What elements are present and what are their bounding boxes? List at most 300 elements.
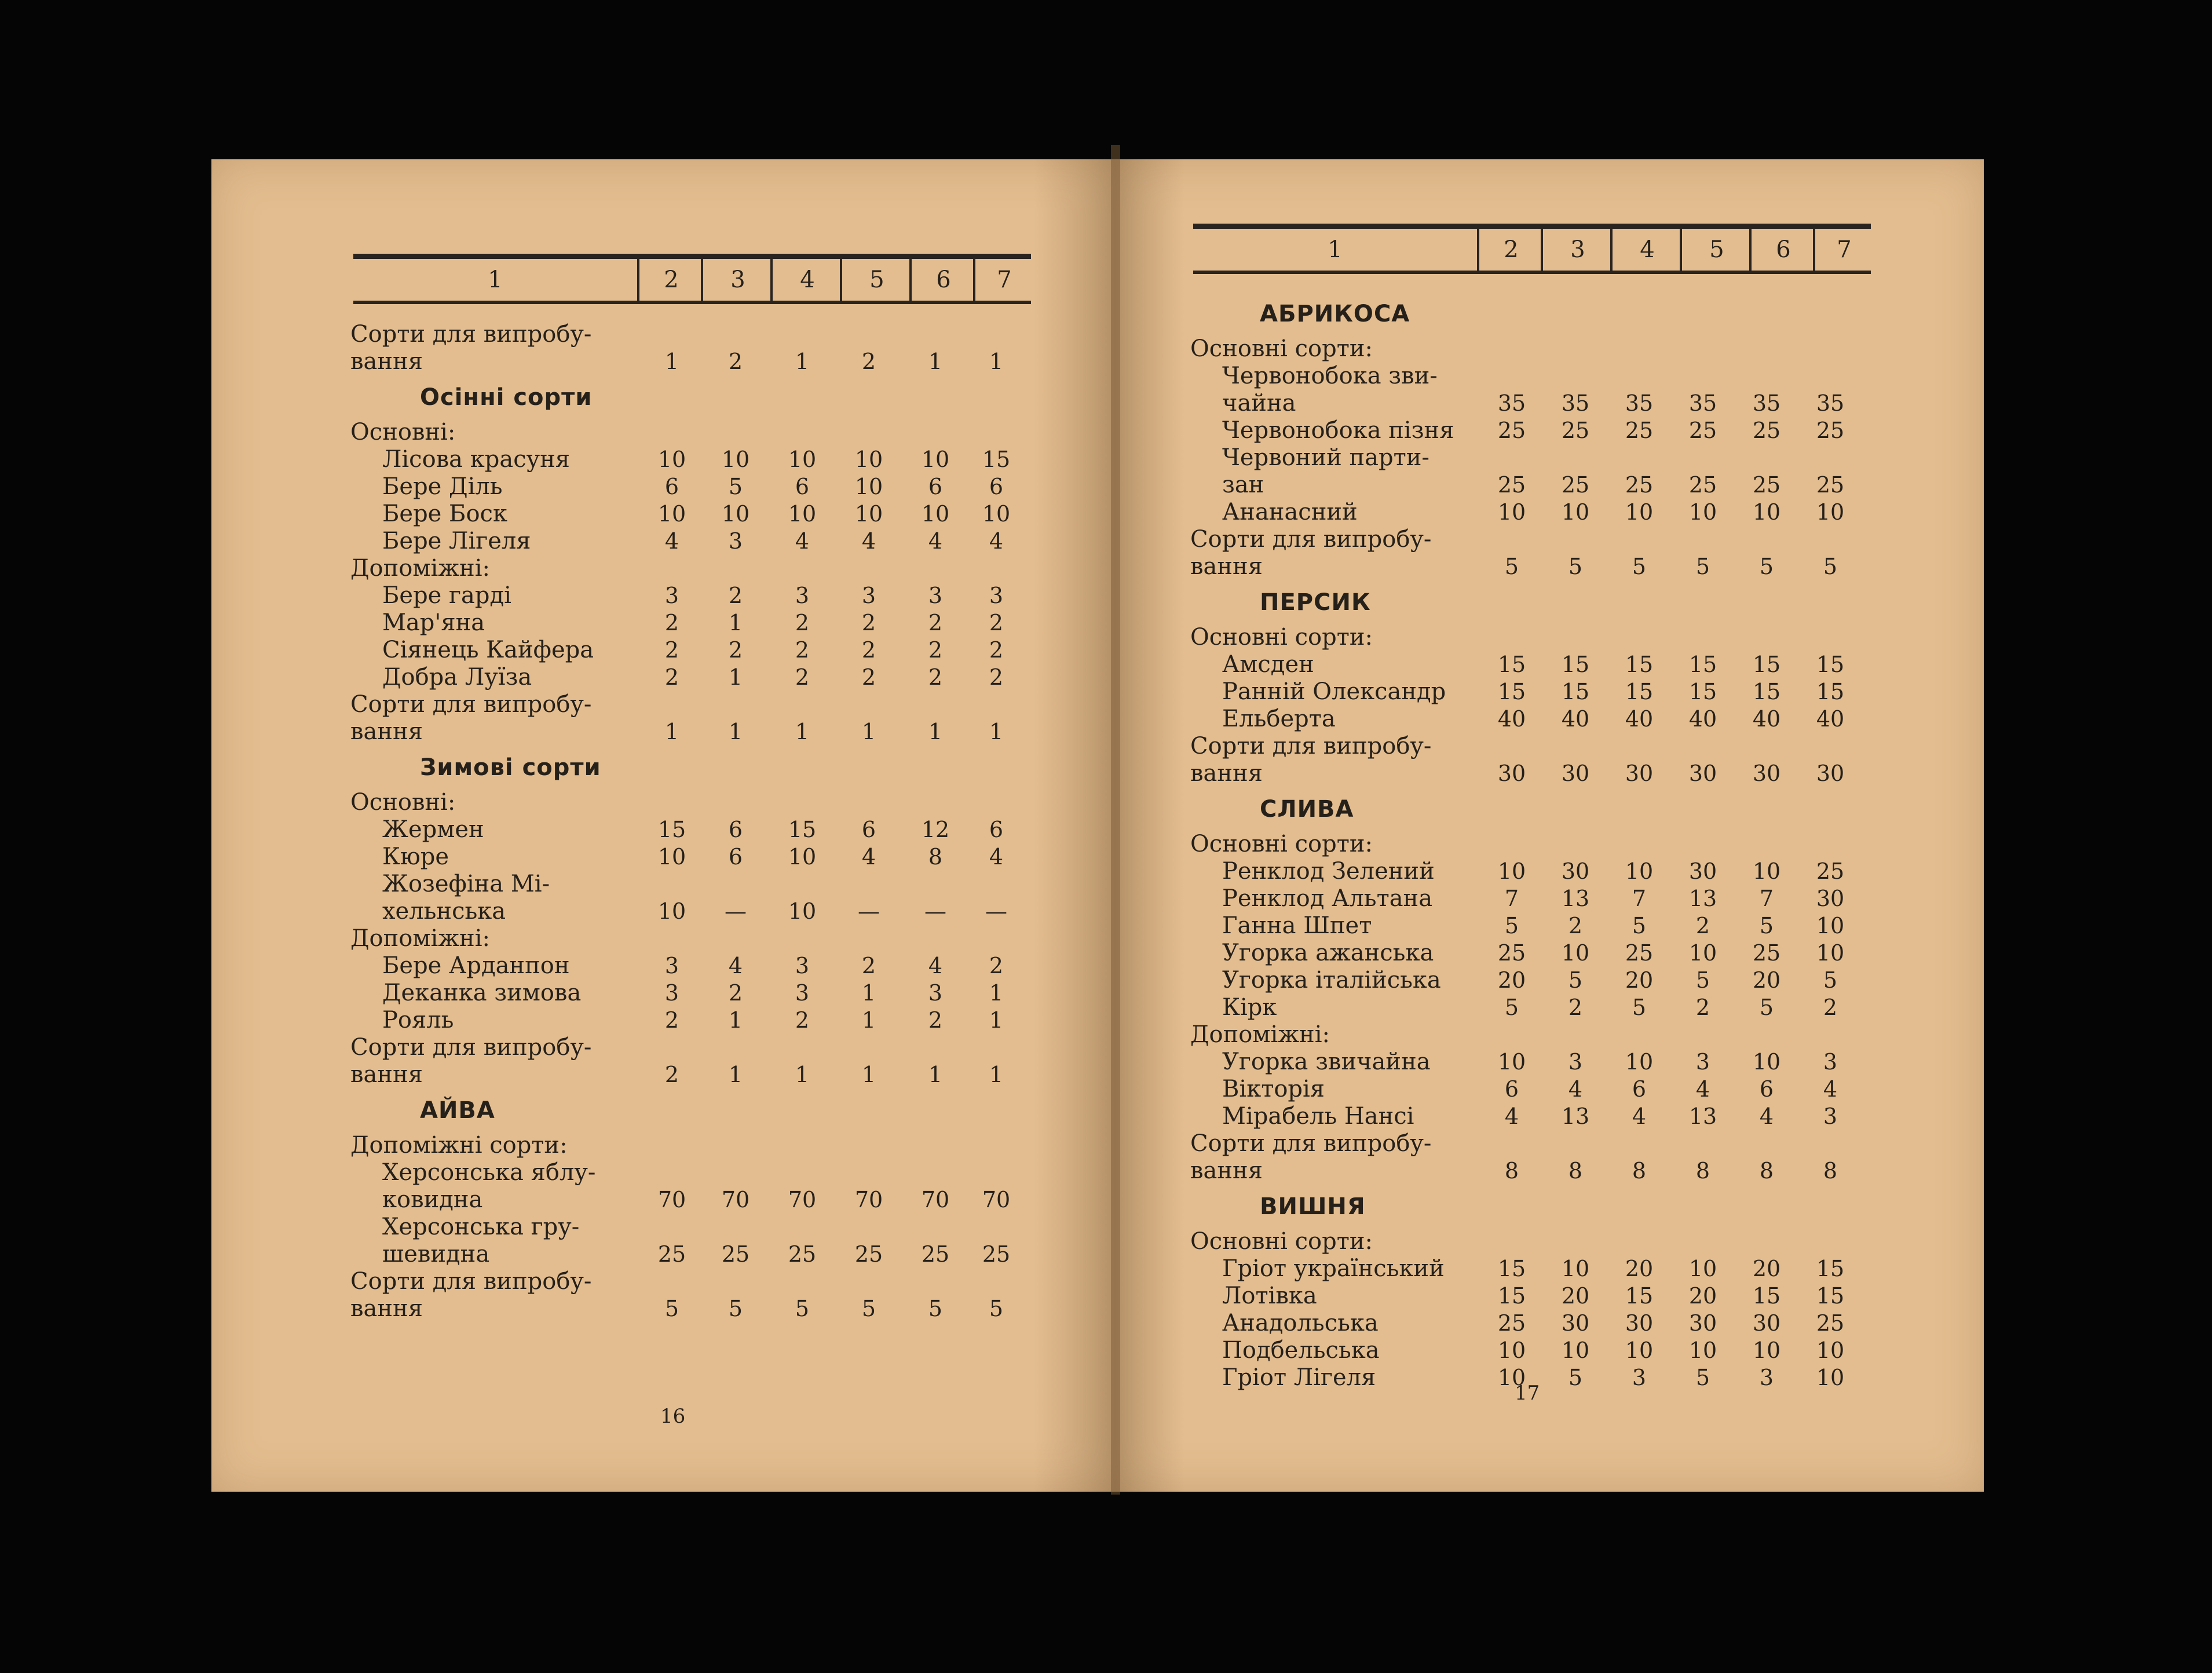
- right-column-header: 1: [1328, 236, 1343, 263]
- table-cell: 10: [788, 844, 817, 870]
- table-cell: 10: [1816, 499, 1845, 525]
- left-column-header: 7: [973, 259, 1033, 301]
- variety-name: Бере Арданпон: [382, 952, 570, 979]
- row-label: вання: [350, 1061, 423, 1088]
- table-cell: 6: [989, 474, 1004, 499]
- variety-name: Ганна Шпет: [1222, 912, 1372, 939]
- variety-name: Червоний парти-: [1222, 444, 1429, 471]
- table-cell: 5: [664, 1296, 679, 1321]
- table-cell: 3: [1759, 1365, 1774, 1390]
- table-cell: 40: [1625, 706, 1654, 732]
- table-cell: 25: [1688, 472, 1717, 498]
- table-cell: 20: [1688, 1283, 1717, 1309]
- table-cell: 15: [1625, 652, 1654, 677]
- variety-name: шевидна: [382, 1241, 490, 1267]
- table-cell: 4: [928, 953, 943, 978]
- variety-name: Угорка ажанська: [1222, 940, 1434, 966]
- left-column-header: 6: [909, 259, 975, 301]
- table-cell: 5: [1759, 995, 1774, 1020]
- right-column-header: 7: [1813, 229, 1873, 271]
- table-cell: 10: [1688, 940, 1717, 966]
- variety-name: Анадольська: [1222, 1310, 1379, 1336]
- table-cell: 15: [1497, 1256, 1526, 1281]
- table-cell: 3: [795, 953, 810, 978]
- table-cell: 2: [861, 953, 876, 978]
- table-cell: 15: [1688, 652, 1717, 677]
- table-cell: 6: [795, 474, 810, 499]
- table-cell: 1: [728, 610, 743, 635]
- table-cell: 25: [1497, 1310, 1526, 1336]
- variety-name: Мар'яна: [382, 609, 485, 636]
- table-cell: 15: [1752, 652, 1781, 677]
- table-cell: 10: [1816, 1338, 1845, 1363]
- variety-name: Гріот український: [1222, 1255, 1445, 1282]
- table-cell: 15: [1752, 679, 1781, 704]
- table-cell: 10: [1497, 859, 1526, 884]
- table-cell: 3: [1823, 1104, 1838, 1129]
- table-cell: 1: [664, 719, 679, 744]
- book-spine: [1111, 145, 1120, 1495]
- table-cell: 5: [1504, 913, 1519, 938]
- table-cell: 15: [1497, 679, 1526, 704]
- table-cell: 25: [1752, 940, 1781, 966]
- table-cell: 15: [1561, 652, 1590, 677]
- row-label: вання: [350, 718, 423, 745]
- table-cell: 70: [657, 1187, 686, 1212]
- row-label: Сорти для випробу-: [350, 1034, 592, 1061]
- table-cell: 5: [728, 474, 743, 499]
- variety-name: хельнська: [382, 898, 506, 925]
- table-cell: 10: [1497, 499, 1526, 525]
- table-cell: 4: [1695, 1076, 1710, 1102]
- table-cell: 10: [1625, 859, 1654, 884]
- table-cell: 2: [728, 637, 743, 663]
- section-heading: АБРИКОСА: [1260, 301, 1410, 327]
- right-column-header: 3: [1541, 229, 1613, 271]
- table-cell: 30: [1816, 886, 1845, 911]
- variety-name: Добра Луїза: [382, 664, 532, 691]
- table-cell: 1: [728, 719, 743, 744]
- table-cell: 10: [1688, 1256, 1717, 1281]
- table-cell: 3: [928, 980, 943, 1006]
- table-cell: 10: [721, 447, 750, 472]
- table-cell: 1: [989, 1062, 1004, 1087]
- table-cell: 15: [1625, 679, 1654, 704]
- table-cell: 10: [1752, 1338, 1781, 1363]
- table-cell: 25: [982, 1241, 1011, 1267]
- table-cell: 3: [1568, 1049, 1583, 1075]
- table-cell: 6: [1759, 1076, 1774, 1102]
- section-heading: ВИШНЯ: [1260, 1193, 1366, 1220]
- variety-name: Ельберта: [1222, 706, 1336, 732]
- variety-name: Кюре: [382, 843, 449, 870]
- variety-name: Кірк: [1222, 994, 1277, 1021]
- table-cell: 2: [795, 637, 810, 663]
- variety-name: Амсден: [1222, 651, 1314, 678]
- table-cell: 15: [1752, 1283, 1781, 1309]
- table-cell: 5: [1568, 554, 1583, 579]
- table-cell: 2: [928, 1007, 943, 1033]
- table-cell: 10: [721, 501, 750, 527]
- table-cell: 15: [1816, 1283, 1845, 1309]
- table-cell: 10: [854, 474, 883, 499]
- table-cell: 35: [1625, 390, 1654, 416]
- table-cell: 3: [795, 980, 810, 1006]
- variety-name: Бере Лігеля: [382, 528, 531, 554]
- table-cell: 10: [1561, 499, 1590, 525]
- table-cell: 13: [1561, 886, 1590, 911]
- table-cell: 5: [1568, 1365, 1583, 1390]
- table-cell: 15: [1497, 1283, 1526, 1309]
- left-column-header: 4: [770, 259, 842, 301]
- table-cell: 2: [861, 349, 876, 374]
- table-cell: 10: [1561, 1338, 1590, 1363]
- table-cell: 3: [664, 583, 679, 608]
- table-cell: 15: [1816, 679, 1845, 704]
- table-cell: 1: [989, 980, 1004, 1006]
- table-cell: 8: [1759, 1158, 1774, 1183]
- table-cell: 5: [1695, 1365, 1710, 1390]
- table-cell: 10: [1752, 499, 1781, 525]
- row-label: вання: [350, 1295, 423, 1322]
- table-cell: 1: [861, 980, 876, 1006]
- table-cell: 3: [989, 583, 1004, 608]
- table-cell: 15: [1625, 1283, 1654, 1309]
- table-cell: 35: [1497, 390, 1526, 416]
- table-cell: 15: [982, 447, 1011, 472]
- table-cell: 25: [657, 1241, 686, 1267]
- table-cell: 2: [928, 664, 943, 690]
- table-cell: 1: [861, 1062, 876, 1087]
- table-cell: 30: [1497, 761, 1526, 786]
- table-cell: 70: [921, 1187, 950, 1212]
- table-cell: 2: [1695, 913, 1710, 938]
- right-column-header: 6: [1749, 229, 1815, 271]
- table-cell: 70: [982, 1187, 1011, 1212]
- table-cell: 30: [1561, 859, 1590, 884]
- table-cell: 2: [861, 664, 876, 690]
- table-cell: 15: [1816, 652, 1845, 677]
- table-cell: 25: [1497, 418, 1526, 443]
- table-cell: 2: [664, 610, 679, 635]
- table-cell: 1: [795, 719, 810, 744]
- variety-name: Угорка італійська: [1222, 967, 1441, 993]
- variety-name: чайна: [1222, 390, 1296, 417]
- table-cell: 4: [795, 528, 810, 554]
- table-cell: 15: [1816, 1256, 1845, 1281]
- table-cell: 10: [657, 898, 686, 924]
- table-cell: 40: [1816, 706, 1845, 732]
- table-cell: 5: [728, 1296, 743, 1321]
- row-label: Допоміжні:: [1190, 1021, 1330, 1048]
- table-cell: 5: [1695, 967, 1710, 993]
- variety-name: Лісова красуня: [382, 446, 571, 473]
- table-cell: 25: [1497, 472, 1526, 498]
- left-column-header: 2: [637, 259, 703, 301]
- table-cell: 2: [861, 637, 876, 663]
- table-cell: 40: [1752, 706, 1781, 732]
- table-cell: 2: [989, 664, 1004, 690]
- table-cell: 4: [861, 528, 876, 554]
- table-cell: 5: [1759, 913, 1774, 938]
- table-cell: 5: [861, 1296, 876, 1321]
- table-cell: 70: [854, 1187, 883, 1212]
- table-cell: 25: [1816, 859, 1845, 884]
- table-cell: 5: [1632, 913, 1647, 938]
- table-cell: 2: [728, 349, 743, 374]
- page-number-right: 17: [1515, 1382, 1540, 1405]
- table-cell: 3: [664, 953, 679, 978]
- table-cell: 25: [854, 1241, 883, 1267]
- table-cell: 20: [1752, 967, 1781, 993]
- table-cell: 2: [728, 583, 743, 608]
- table-cell: 5: [1504, 995, 1519, 1020]
- table-cell: 6: [728, 817, 743, 842]
- table-cell: 15: [1688, 679, 1717, 704]
- table-cell: 6: [928, 474, 943, 499]
- table-cell: 5: [1759, 554, 1774, 579]
- table-cell: 15: [788, 817, 817, 842]
- table-cell: 8: [928, 844, 943, 870]
- row-label: вання: [350, 348, 423, 375]
- table-cell: 4: [989, 844, 1004, 870]
- table-cell: 25: [1561, 472, 1590, 498]
- table-cell: 5: [928, 1296, 943, 1321]
- row-label: Допоміжні сорти:: [350, 1132, 568, 1159]
- table-cell: 30: [1688, 1310, 1717, 1336]
- table-cell: 1: [795, 349, 810, 374]
- variety-name: Рояль: [382, 1007, 454, 1033]
- table-cell: 70: [721, 1187, 750, 1212]
- table-cell: 20: [1625, 967, 1654, 993]
- table-cell: 25: [1752, 472, 1781, 498]
- table-cell: 10: [788, 447, 817, 472]
- table-cell: 2: [989, 610, 1004, 635]
- row-label: вання: [1190, 553, 1263, 580]
- table-cell: 10: [1625, 1338, 1654, 1363]
- table-cell: 8: [1504, 1158, 1519, 1183]
- table-cell: 1: [728, 1062, 743, 1087]
- table-cell: 2: [989, 637, 1004, 663]
- table-cell: 4: [728, 953, 743, 978]
- table-cell: 4: [861, 844, 876, 870]
- row-label: Основні сорти:: [1190, 831, 1373, 857]
- table-cell: 13: [1688, 886, 1717, 911]
- table-cell: 25: [1561, 418, 1590, 443]
- table-cell: 20: [1625, 1256, 1654, 1281]
- section-heading: ПЕРСИК: [1260, 589, 1371, 616]
- table-cell: 10: [1688, 499, 1717, 525]
- table-cell: 10: [1625, 499, 1654, 525]
- variety-name: Угорка звичайна: [1222, 1049, 1431, 1075]
- table-cell: 30: [1752, 761, 1781, 786]
- left-column-header: 1: [488, 266, 503, 293]
- table-cell: 2: [664, 664, 679, 690]
- page-number-left: 16: [660, 1405, 686, 1428]
- table-cell: 10: [657, 501, 686, 527]
- variety-name: Херсонська яблу-: [382, 1159, 596, 1186]
- table-cell: 2: [1823, 995, 1838, 1020]
- section-heading: АЙВА: [420, 1097, 495, 1124]
- table-cell: 6: [664, 474, 679, 499]
- table-cell: 40: [1497, 706, 1526, 732]
- row-label: Сорти для випробу-: [350, 321, 592, 348]
- table-cell: 10: [788, 898, 817, 924]
- row-label: Основні:: [350, 789, 456, 816]
- table-cell: 2: [861, 610, 876, 635]
- row-label: Основні сорти:: [1190, 624, 1373, 651]
- table-cell: 25: [1625, 940, 1654, 966]
- variety-name: Ренклод Альтана: [1222, 885, 1433, 912]
- table-cell: 1: [728, 664, 743, 690]
- variety-name: Ананасний: [1222, 499, 1358, 525]
- table-cell: 10: [1752, 859, 1781, 884]
- table-cell: 20: [1561, 1283, 1590, 1309]
- table-cell: 15: [1561, 679, 1590, 704]
- table-cell: 1: [861, 1007, 876, 1033]
- table-cell: 8: [1695, 1158, 1710, 1183]
- row-label: Основні:: [350, 419, 456, 445]
- table-cell: 40: [1688, 706, 1717, 732]
- table-cell: 25: [788, 1241, 817, 1267]
- table-cell: 3: [728, 528, 743, 554]
- table-cell: 10: [1497, 1338, 1526, 1363]
- variety-name: Подбельська: [1222, 1337, 1380, 1364]
- variety-name: Лотівка: [1222, 1283, 1317, 1309]
- variety-name: Червонобока пізня: [1222, 417, 1454, 444]
- variety-name: Жермен: [382, 816, 484, 843]
- row-label: Допоміжні:: [350, 555, 490, 582]
- table-cell: 25: [1816, 418, 1845, 443]
- table-cell: 1: [989, 719, 1004, 744]
- table-cell: 6: [1504, 1076, 1519, 1102]
- table-cell: 10: [1816, 913, 1845, 938]
- table-cell: 10: [1752, 1049, 1781, 1075]
- table-cell: 10: [657, 844, 686, 870]
- table-cell: 2: [664, 1007, 679, 1033]
- table-cell: 1: [664, 349, 679, 374]
- table-cell: 10: [982, 501, 1011, 527]
- table-cell: 25: [1497, 940, 1526, 966]
- table-cell: 6: [989, 817, 1004, 842]
- table-cell: 30: [1688, 761, 1717, 786]
- table-cell: 20: [1497, 967, 1526, 993]
- table-cell: 4: [1632, 1104, 1647, 1129]
- row-label: Сорти для випробу-: [1190, 733, 1432, 759]
- section-heading: Зимові сорти: [420, 754, 601, 781]
- table-cell: 10: [1561, 940, 1590, 966]
- variety-name: Вікторія: [1222, 1076, 1325, 1102]
- variety-name: Деканка зимова: [382, 980, 582, 1006]
- table-cell: 10: [854, 501, 883, 527]
- table-cell: —: [725, 898, 747, 924]
- table-cell: 7: [1759, 886, 1774, 911]
- table-cell: 10: [1561, 1256, 1590, 1281]
- table-cell: 70: [788, 1187, 817, 1212]
- table-cell: 10: [921, 447, 950, 472]
- table-cell: 1: [989, 349, 1004, 374]
- table-cell: 5: [1823, 967, 1838, 993]
- table-cell: 25: [721, 1241, 750, 1267]
- table-cell: 5: [1632, 995, 1647, 1020]
- table-cell: 2: [795, 664, 810, 690]
- table-cell: —: [924, 898, 946, 924]
- table-cell: 30: [1561, 761, 1590, 786]
- table-cell: 20: [1752, 1256, 1781, 1281]
- table-cell: 10: [1625, 1049, 1654, 1075]
- table-cell: 13: [1688, 1104, 1717, 1129]
- row-label: вання: [1190, 1157, 1263, 1184]
- table-cell: 10: [1497, 1049, 1526, 1075]
- row-label: Сорти для випробу-: [350, 1268, 592, 1295]
- table-cell: 10: [854, 447, 883, 472]
- table-cell: 30: [1561, 1310, 1590, 1336]
- table-cell: 5: [795, 1296, 810, 1321]
- table-cell: 4: [1823, 1076, 1838, 1102]
- table-cell: 6: [861, 817, 876, 842]
- table-cell: 10: [1816, 940, 1845, 966]
- section-heading: СЛИВА: [1260, 796, 1354, 823]
- table-cell: 10: [1688, 1338, 1717, 1363]
- table-cell: 1: [928, 349, 943, 374]
- table-cell: 35: [1561, 390, 1590, 416]
- table-cell: 30: [1752, 1310, 1781, 1336]
- variety-name: Бере гарді: [382, 582, 511, 609]
- table-cell: 25: [1688, 418, 1717, 443]
- variety-name: Червонобока зви-: [1222, 363, 1438, 389]
- left-column-header: 5: [840, 259, 912, 301]
- row-label: Основні сорти:: [1190, 335, 1373, 362]
- table-cell: 2: [1568, 995, 1583, 1020]
- table-cell: 10: [1497, 1365, 1526, 1390]
- right-column-header: 2: [1477, 229, 1543, 271]
- table-cell: 3: [928, 583, 943, 608]
- table-cell: 1: [989, 1007, 1004, 1033]
- table-cell: 3: [861, 583, 876, 608]
- table-cell: 8: [1568, 1158, 1583, 1183]
- row-label: Основні сорти:: [1190, 1228, 1373, 1255]
- table-cell: 5: [1823, 554, 1838, 579]
- table-cell: 5: [989, 1296, 1004, 1321]
- table-cell: 4: [664, 528, 679, 554]
- table-cell: 15: [1497, 652, 1526, 677]
- variety-name: Ренклод Зелений: [1222, 858, 1435, 885]
- table-cell: 3: [664, 980, 679, 1006]
- right-table-header: [1193, 224, 1871, 274]
- variety-name: Бере Діль: [382, 473, 503, 500]
- right-column-header: 5: [1680, 229, 1752, 271]
- table-cell: 1: [728, 1007, 743, 1033]
- table-cell: 6: [1632, 1076, 1647, 1102]
- table-cell: 4: [1759, 1104, 1774, 1129]
- table-cell: 25: [1816, 1310, 1845, 1336]
- table-cell: 2: [795, 610, 810, 635]
- right-column-header: 4: [1610, 229, 1682, 271]
- table-cell: 10: [788, 501, 817, 527]
- row-label: Сорти для випробу-: [350, 691, 592, 718]
- table-cell: 2: [664, 637, 679, 663]
- row-label: Сорти для випробу-: [1190, 1130, 1432, 1157]
- row-label: вання: [1190, 760, 1263, 787]
- left-column-header: 3: [701, 259, 773, 301]
- table-cell: 8: [1823, 1158, 1838, 1183]
- table-cell: 5: [1632, 554, 1647, 579]
- table-cell: 1: [795, 1062, 810, 1087]
- table-cell: 13: [1561, 1104, 1590, 1129]
- table-cell: 4: [1504, 1104, 1519, 1129]
- variety-name: Гріот Лігеля: [1222, 1364, 1376, 1391]
- table-cell: 30: [1625, 1310, 1654, 1336]
